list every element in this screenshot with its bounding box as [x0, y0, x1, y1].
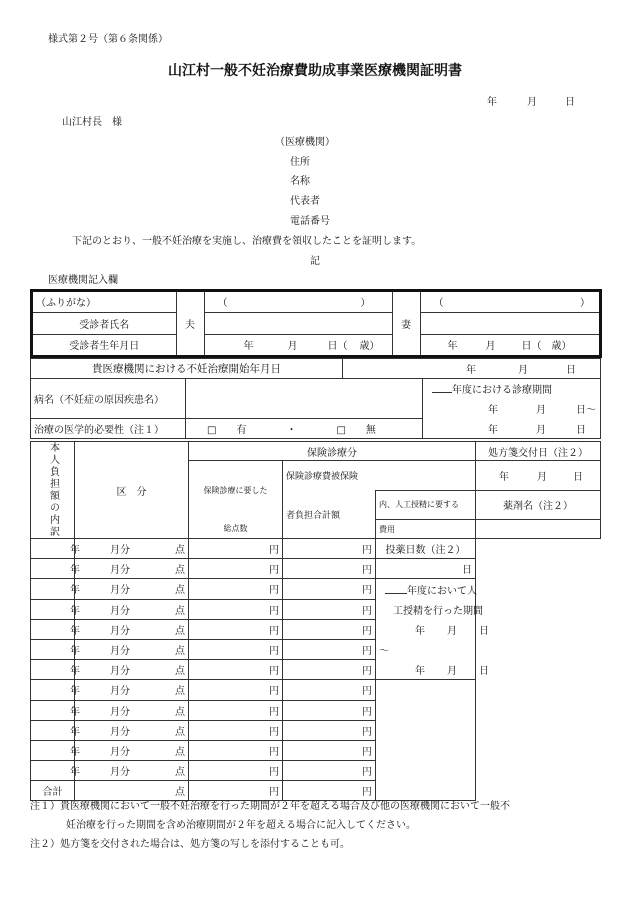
burden-cell[interactable]: 円: [189, 781, 283, 801]
burden-cell[interactable]: 円: [189, 559, 283, 579]
start-date-value[interactable]: 年 月 日: [343, 359, 601, 379]
month-label: 年 月分: [31, 619, 75, 639]
points-cell[interactable]: 点: [75, 781, 189, 801]
month-row: [31, 720, 601, 740]
art-cost-cell[interactable]: 円: [283, 539, 376, 559]
necessity-no-checkbox[interactable]: □ 無: [336, 425, 376, 436]
month-label: 年 月分: [31, 680, 75, 700]
self-pay-label-text: 本人負担額の内訳: [47, 442, 59, 538]
art-cost-cell[interactable]: 円: [283, 660, 376, 680]
institution-name-label: 名称: [290, 176, 310, 187]
month-row: [31, 539, 601, 559]
burden-cell[interactable]: 円: [189, 579, 283, 599]
points-cell[interactable]: 点: [75, 619, 189, 639]
drug-name-header: 薬剤名（注２）: [476, 490, 601, 520]
note-1-cont: 妊治療を行った期間を含め治療期間が２年を超える場合に記入してください。: [66, 820, 416, 831]
art-cost-cell[interactable]: 円: [283, 761, 376, 781]
disease-value[interactable]: [186, 379, 423, 419]
wife-dob[interactable]: 年 月 日（ 歳）: [420, 334, 599, 355]
art-period-end[interactable]: 年 月 日: [376, 660, 476, 680]
month-label: 年 月分: [31, 740, 75, 760]
wife-label: 妻: [392, 292, 420, 355]
points-cell[interactable]: 点: [75, 579, 189, 599]
points-cell[interactable]: 点: [75, 720, 189, 740]
drug-name-value[interactable]: [476, 520, 601, 539]
husband-name[interactable]: [204, 312, 392, 334]
points-cell[interactable]: 点: [75, 639, 189, 659]
institution-rep-label: 代表者: [290, 196, 320, 207]
points-cell[interactable]: 点: [75, 680, 189, 700]
wife-name[interactable]: [420, 312, 599, 334]
addressee: 山江村長 様: [62, 117, 122, 128]
burden-cell[interactable]: 円: [189, 700, 283, 720]
month-label: 年 月分: [31, 700, 75, 720]
days-value[interactable]: 日: [376, 559, 476, 579]
month-label: 年 月分: [31, 720, 75, 740]
necessity-yes-checkbox[interactable]: □ 有: [207, 425, 247, 436]
art-period-label-1: 年度において人: [376, 579, 476, 599]
art-cost-cell[interactable]: 円: [283, 720, 376, 740]
period-start[interactable]: 年 月 日～: [423, 399, 601, 419]
self-pay-table: [30, 441, 601, 801]
husband-dob[interactable]: 年 月 日（ 歳）: [204, 334, 392, 355]
institution-phone-label: 電話番号: [290, 216, 330, 227]
blank-right-cell: [376, 680, 476, 801]
burden-header-2: 者負担合計額: [283, 490, 376, 539]
total-points-header-2: 総点数: [189, 520, 283, 539]
insurance-header: 保険診療分: [189, 442, 476, 461]
month-label: 年 月分: [31, 559, 75, 579]
total-points-header: 保険診療に要した: [189, 461, 283, 520]
section-label: 医療機関記入欄: [48, 275, 118, 286]
burden-cell[interactable]: 円: [189, 720, 283, 740]
note-2: 注２）処方箋を交付された場合は、処方箋の写しを添付することも可。: [30, 839, 350, 850]
burden-cell[interactable]: 円: [189, 539, 283, 559]
points-cell[interactable]: 点: [75, 660, 189, 680]
month-row: [31, 660, 601, 680]
art-cost-cell[interactable]: 円: [283, 579, 376, 599]
ki-mark: 記: [310, 256, 320, 267]
self-pay-label: [31, 442, 75, 539]
month-row: [31, 740, 601, 760]
husband-furigana[interactable]: （ ）: [204, 292, 392, 312]
points-cell[interactable]: 点: [75, 599, 189, 619]
form-number: 様式第２号（第６条関係）: [48, 34, 168, 45]
art-cost-cell[interactable]: 円: [283, 599, 376, 619]
institution-header: （医療機関）: [275, 137, 335, 148]
statement: 下記のとおり、一般不妊治療を実施し、治療費を領収したことを証明します。: [72, 236, 422, 247]
date-month: 月: [527, 97, 537, 108]
points-cell[interactable]: 点: [75, 539, 189, 559]
art-cost-cell[interactable]: 円: [283, 639, 376, 659]
art-cost-cell[interactable]: 円: [283, 619, 376, 639]
burden-cell[interactable]: 円: [189, 761, 283, 781]
month-label: 年 月分: [31, 579, 75, 599]
month-row: [31, 680, 601, 700]
burden-cell[interactable]: 円: [189, 639, 283, 659]
husband-label: 夫: [176, 292, 204, 355]
burden-cell[interactable]: 円: [189, 619, 283, 639]
points-cell[interactable]: 点: [75, 740, 189, 760]
points-cell[interactable]: 点: [75, 559, 189, 579]
points-cell[interactable]: 点: [75, 761, 189, 781]
month-label: 年 月分: [31, 639, 75, 659]
art-period-tilde: ～: [376, 639, 476, 659]
month-label: 年 月分: [31, 761, 75, 781]
patient-name-label: 受診者氏名: [33, 312, 176, 334]
art-cost-cell[interactable]: 円: [283, 781, 376, 801]
disease-label: 病名（不妊症の原因疾患名）: [31, 379, 186, 419]
patient-table-frame: [30, 289, 602, 358]
total-label: 合計: [31, 781, 75, 801]
month-row: [31, 761, 601, 781]
month-label: 年 月分: [31, 599, 75, 619]
month-row: [31, 700, 601, 720]
period-end[interactable]: 年 月 日: [423, 419, 601, 439]
art-cost-cell[interactable]: 円: [283, 700, 376, 720]
art-period-start[interactable]: 年 月 日: [376, 619, 476, 639]
treatment-info-table: [30, 358, 601, 439]
month-row: [31, 579, 601, 599]
month-row: [31, 619, 601, 639]
necessity-label: 治療の医学的必要性（注１）: [31, 419, 186, 439]
art-header-1: 内、人工授精に要する: [376, 490, 476, 520]
page-title: 山江村一般不妊治療費助成事業医療機関証明書: [168, 63, 462, 79]
days-header: 投薬日数（注２）: [376, 539, 476, 559]
burden-cell[interactable]: 円: [189, 740, 283, 760]
art-cost-cell[interactable]: 円: [283, 559, 376, 579]
burden-cell[interactable]: 円: [189, 660, 283, 680]
institution-address-label: 住所: [290, 157, 310, 168]
patient-dob-label: 受診者生年月日: [33, 334, 176, 355]
burden-cell[interactable]: 円: [189, 599, 283, 619]
month-row: [31, 639, 601, 659]
category-header: 区 分: [75, 442, 189, 539]
art-period-label-2: 工授精を行った期間: [376, 599, 476, 619]
art-cost-cell[interactable]: 円: [283, 680, 376, 700]
note-1: 注１）貴医療機関において一般不妊治療を行った期間が２年を超える場合及び他の医療機関において一般不: [30, 801, 510, 812]
month-label: 年 月分: [31, 539, 75, 559]
date-day: 日: [565, 97, 575, 108]
month-label: 年 月分: [31, 660, 75, 680]
start-date-label: 貴医療機関における不妊治療開始年月日: [31, 359, 343, 379]
necessity-options[interactable]: □ 有 ・ □ 無: [186, 419, 423, 439]
art-header-2: 費用: [376, 520, 476, 539]
period-label-cell: 年度における診療期間: [423, 379, 601, 399]
rx-date-header: 処方箋交付日（注２）: [476, 442, 601, 461]
art-cost-cell[interactable]: 円: [283, 740, 376, 760]
points-cell[interactable]: 点: [75, 700, 189, 720]
rx-date-value[interactable]: 年 月 日: [476, 461, 601, 491]
burden-header-1: 保険診療費被保険: [283, 461, 476, 491]
date-year: 年: [487, 97, 497, 108]
month-row: [31, 559, 601, 579]
burden-cell[interactable]: 円: [189, 680, 283, 700]
wife-furigana[interactable]: （ ）: [420, 292, 599, 312]
furigana-label: （ふりがな）: [33, 292, 176, 312]
month-row: [31, 599, 601, 619]
